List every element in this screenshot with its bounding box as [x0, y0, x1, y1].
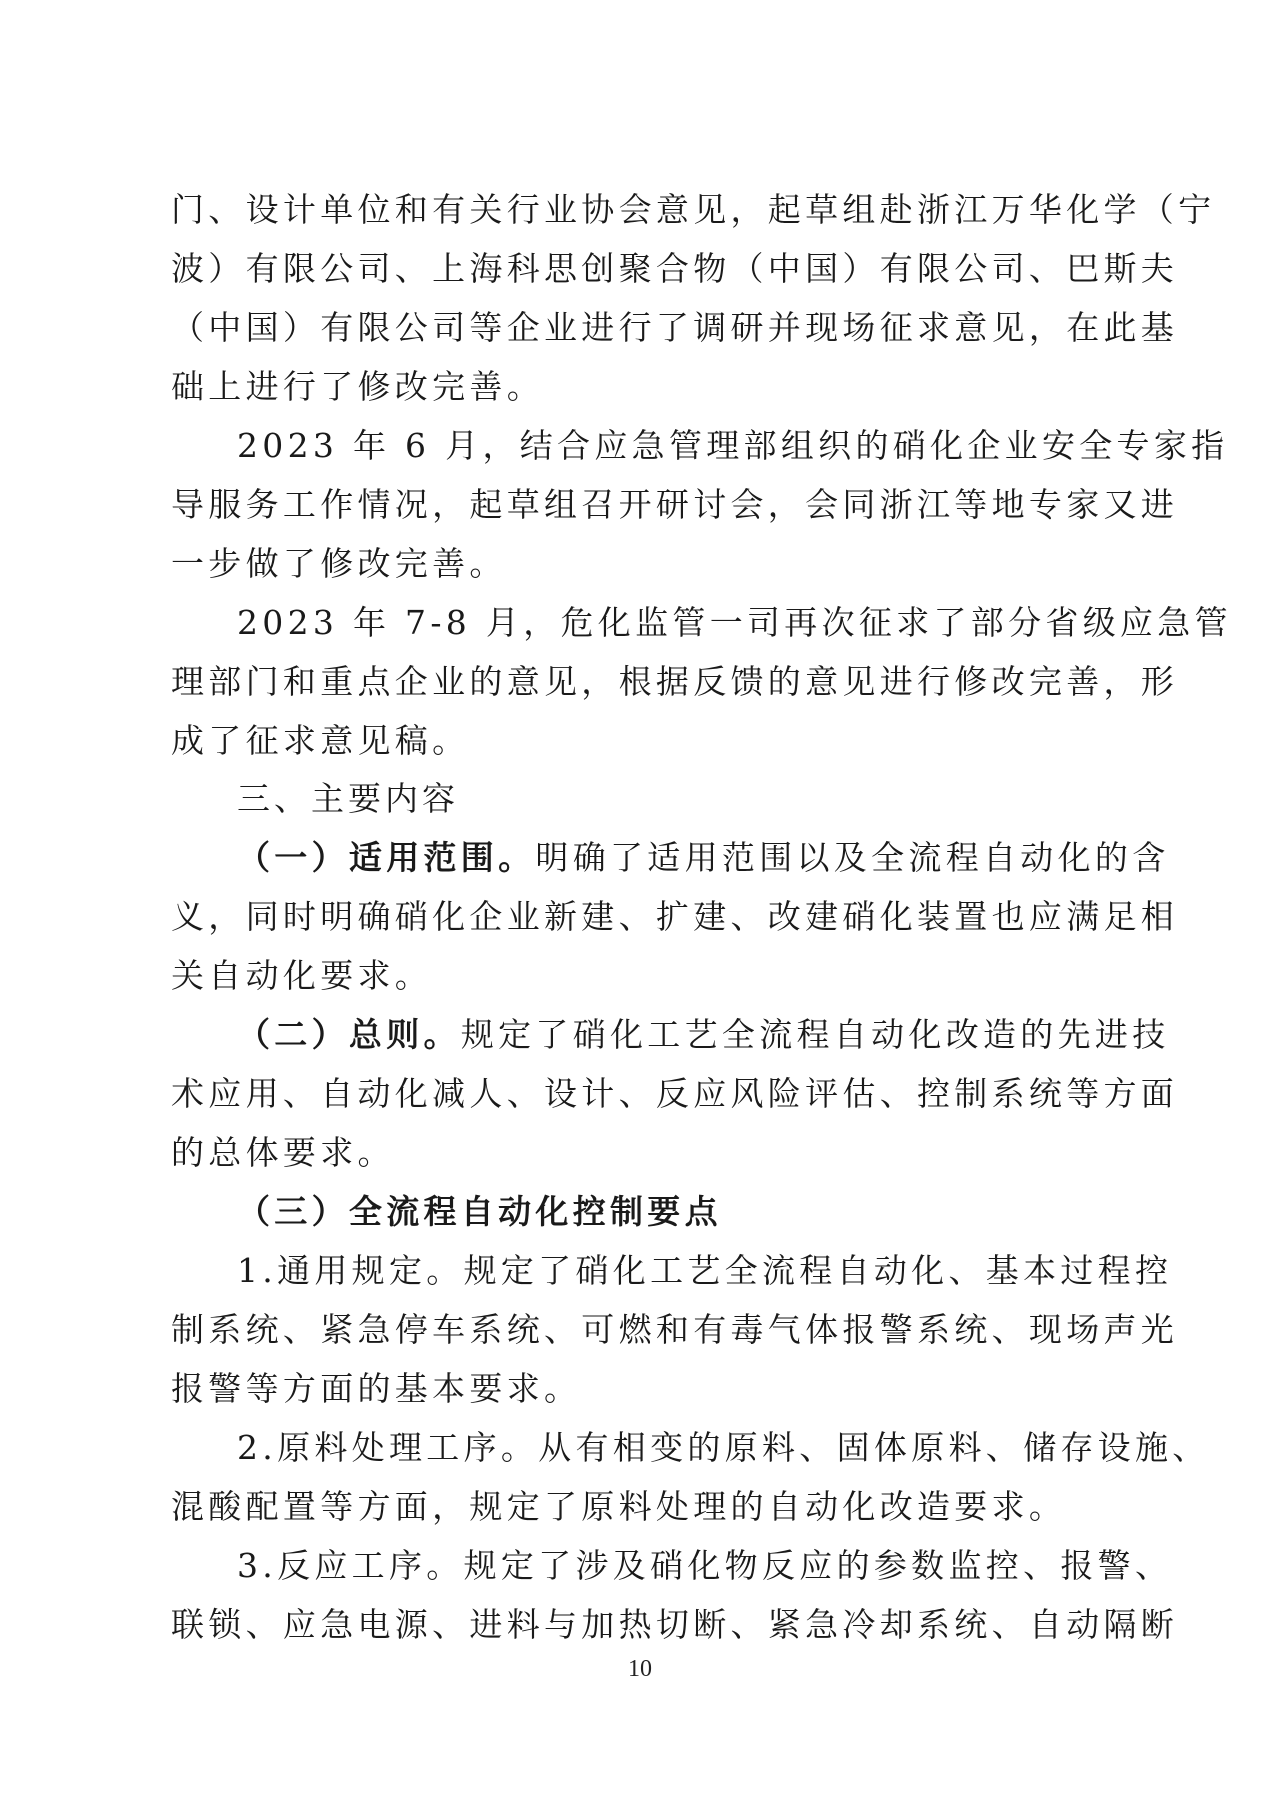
- subsection-title: （一）适用范围。: [237, 838, 536, 877]
- subsection-heading: （三）全流程自动化控制要点: [237, 1192, 722, 1231]
- text-line: 联锁、应急电源、进料与加热切断、紧急冷却系统、自动隔断: [171, 1605, 1179, 1644]
- text-line: 术应用、自动化减人、设计、反应风险评估、控制系统等方面: [171, 1074, 1179, 1113]
- text-line: 2023 年 7-8 月，危化监管一司再次征求了部分省级应急管: [237, 603, 1232, 642]
- text-line: 波）有限公司、上海科思创聚合物（中国）有限公司、巴斯夫: [171, 249, 1179, 288]
- text-line: 础上进行了修改完善。: [171, 367, 544, 406]
- text-line: 报警等方面的基本要求。: [171, 1369, 582, 1408]
- text-line: 的总体要求。: [171, 1133, 395, 1172]
- text-line: 2023 年 6 月，结合应急管理部组织的硝化企业安全专家指: [237, 426, 1229, 465]
- text-line: 2.原料处理工序。从有相变的原料、固体原料、储存设施、: [237, 1428, 1210, 1467]
- text-line: 理部门和重点企业的意见，根据反馈的意见进行修改完善，形: [171, 662, 1179, 701]
- subsection-line: [237, 838, 1170, 878]
- text-line: 1.通用规定。规定了硝化工艺全流程自动化、基本过程控: [237, 1251, 1173, 1290]
- text-line: （中国）有限公司等企业进行了调研并现场征求意见，在此基: [171, 308, 1179, 347]
- section-heading: 三、主要内容: [237, 779, 459, 818]
- text-line: 成了征求意见稿。: [171, 721, 470, 760]
- subsection-text: 规定了硝化工艺全流程自动化改造的先进技: [460, 1015, 1170, 1054]
- subsection-title: （二）总则。: [237, 1015, 461, 1054]
- text-line: 制系统、紧急停车系统、可燃和有毒气体报警系统、现场声光: [171, 1310, 1179, 1349]
- text-line: 义，同时明确硝化企业新建、扩建、改建硝化装置也应满足相: [171, 897, 1179, 936]
- text-line: 门、设计单位和有关行业协会意见，起草组赴浙江万华化学（宁: [171, 190, 1216, 229]
- page-number: 10: [628, 1656, 652, 1682]
- subsection-line: [237, 1015, 1170, 1055]
- text-line: 一步做了修改完善。: [171, 544, 507, 583]
- text-line: 3.反应工序。规定了涉及硝化物反应的参数监控、报警、: [237, 1546, 1173, 1585]
- text-line: 混酸配置等方面，规定了原料处理的自动化改造要求。: [171, 1487, 1067, 1526]
- text-line: 导服务工作情况，起草组召开研讨会，会同浙江等地专家又进: [171, 485, 1179, 524]
- text-line: 关自动化要求。: [171, 956, 433, 995]
- subsection-text: 明确了适用范围以及全流程自动化的含: [535, 838, 1170, 877]
